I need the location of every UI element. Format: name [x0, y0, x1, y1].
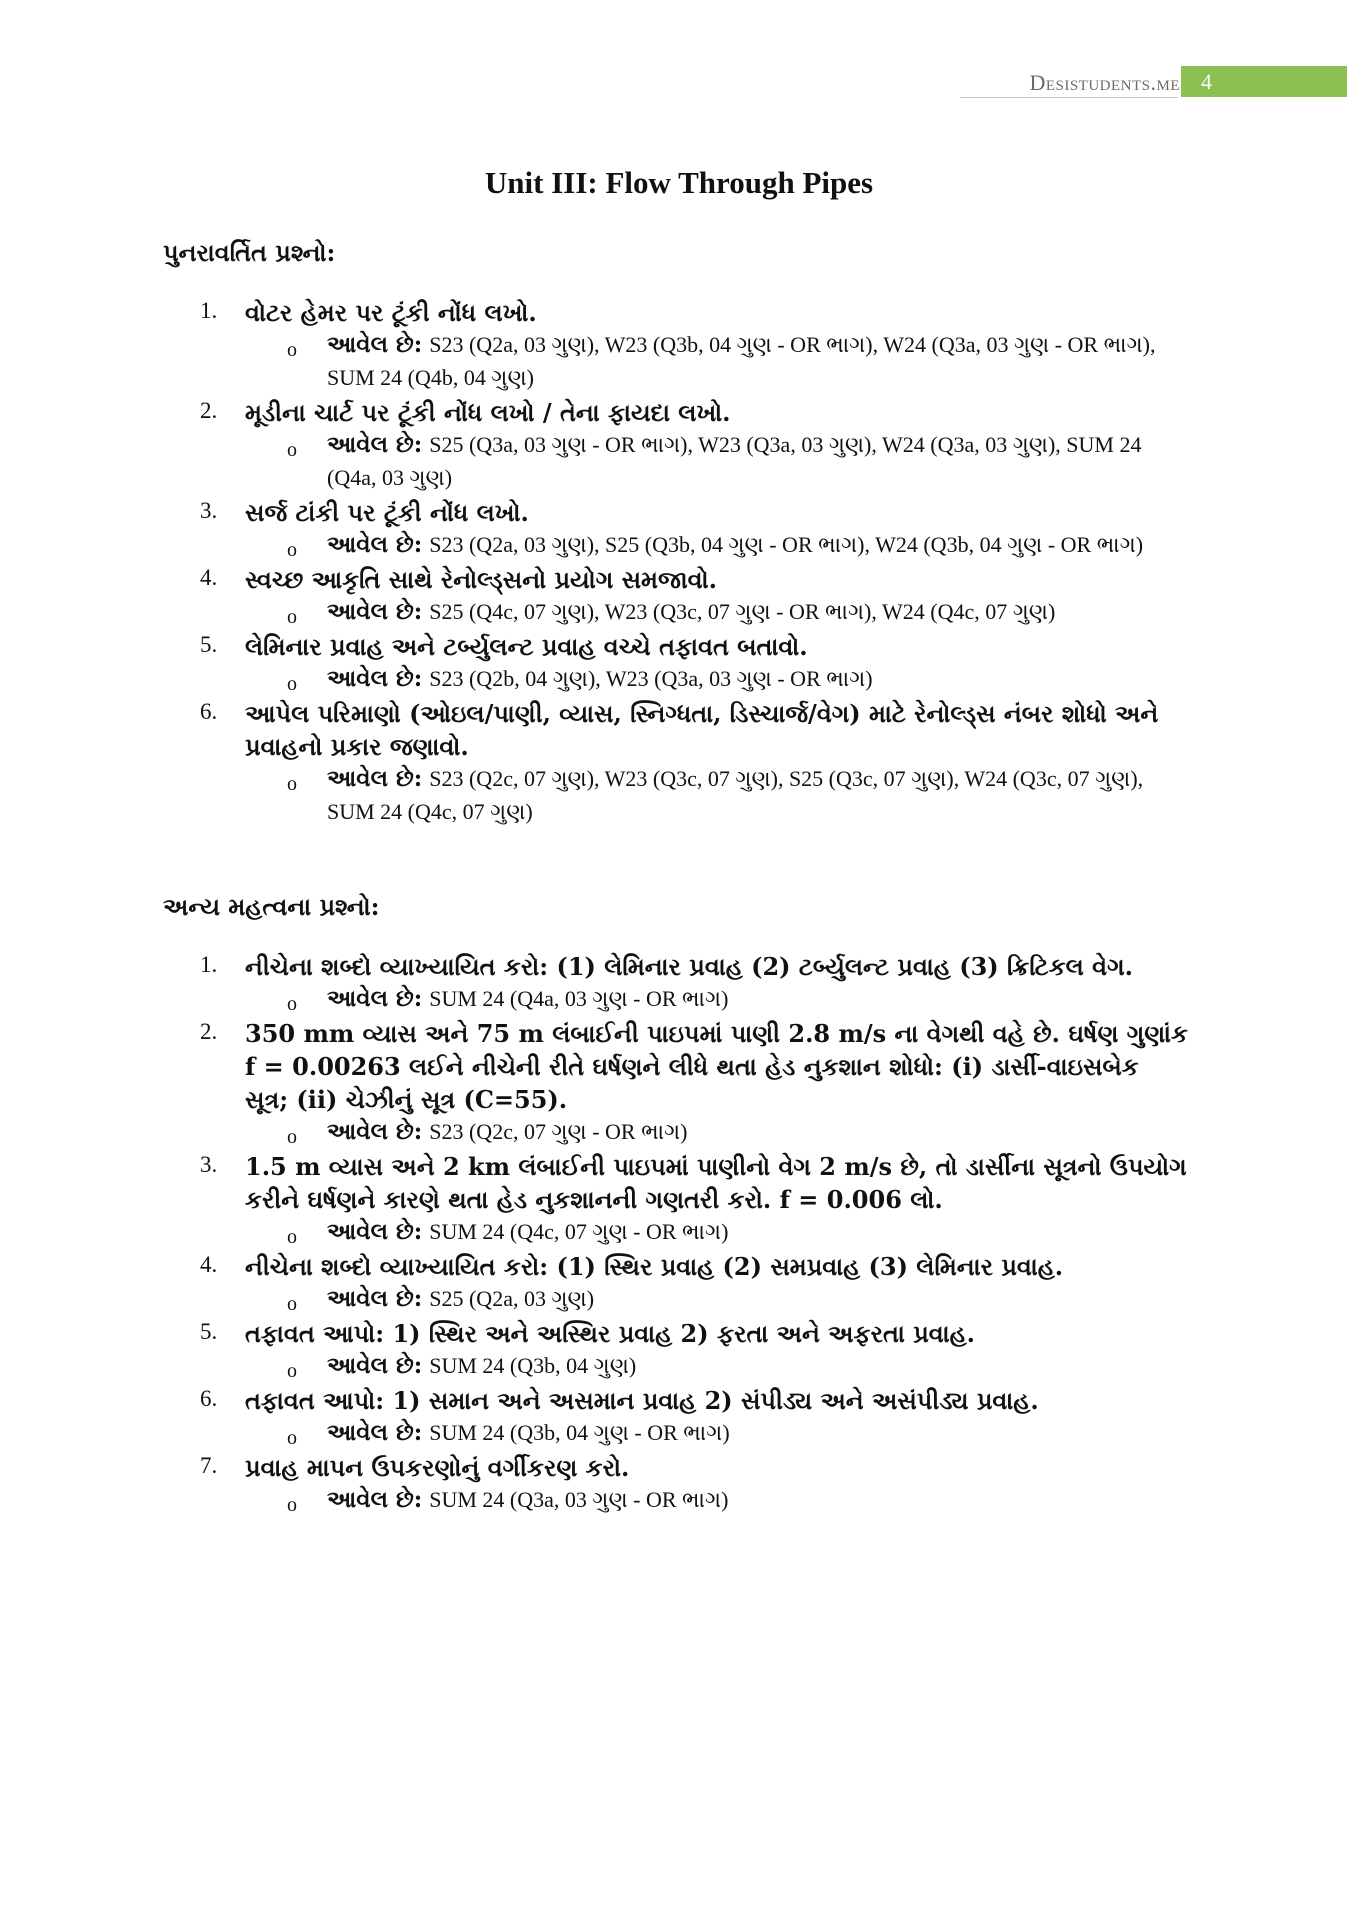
asked-in-line [245, 329, 1190, 395]
question-text: આપેલ પરિમાણો (ઓઇલ/પાણી, વ્યાસ, સ્નિગ્ધતા, ડિસ્ચાર્જ/વેગ) માટે રેનોલ્ડ્સ નંબર શોધો અને પ્રવાહનો પ્રકાર જણાવો. [245, 699, 1159, 761]
section-heading-other: અન્ય મહત્વના પ્રશ્નો: [163, 892, 380, 921]
asked-in-line [245, 663, 1190, 696]
other-questions-list [200, 950, 1190, 1518]
asked-value: S25 (Q3a, 03 ગુણ - OR ભાગ), W23 (Q3a, 03 ગુણ), W24 (Q3a, 03 ગુણ), SUM 24 (Q4a, 03 ગુણ) [327, 432, 1142, 490]
question-text: લેમિનાર પ્રવાહ અને ટર્બ્યુલન્ટ પ્રવાહ વચ્ચે તફાવત બતાવો. [245, 632, 808, 661]
asked-value: SUM 24 (Q4a, 03 ગુણ - OR ભાગ) [429, 986, 729, 1011]
question-text: વોટર હેમર પર ટૂંકી નોંધ લખો. [245, 298, 537, 327]
question-text: 1.5 m વ્યાસ અને 2 km લંબાઈની પાઇપમાં પાણીનો વેગ 2 m/s છે, તો ડાર્સીના સૂત્રનો ઉપયોગ કરીને ઘર્ષણને કારણે થતા હેડ નુકશાનની ગણતરી કરો. f = 0.006 લો. [245, 1152, 1187, 1214]
question-item [200, 1150, 1190, 1249]
asked-label: આવેલ છે: [327, 665, 423, 692]
asked-label: આવેલ છે: [327, 985, 423, 1012]
asked-label: આવેલ છે: [327, 531, 423, 558]
bullet-icon: o [287, 539, 297, 561]
bullet-icon: o [287, 993, 297, 1015]
asked-in-line [245, 529, 1190, 562]
asked-in-line [245, 763, 1190, 829]
bullet-icon: o [287, 773, 297, 795]
section-heading-repeated: પુનરાવર્તિત પ્રશ્નો: [163, 238, 336, 267]
page-title: Unit III: Flow Through Pipes [484, 165, 874, 200]
asked-label: આવેલ છે: [327, 1285, 423, 1312]
question-number: 7. [200, 1453, 218, 1478]
bullet-icon: o [287, 606, 297, 628]
asked-in-line [245, 1350, 1190, 1383]
asked-value: S25 (Q2a, 03 ગુણ) [429, 1286, 595, 1311]
asked-in-line [245, 429, 1190, 495]
asked-value: S25 (Q4c, 07 ગુણ), W23 (Q3c, 07 ગુણ - OR ભાગ), W24 (Q4c, 07 ગુણ) [429, 599, 1056, 624]
asked-label: આવેલ છે: [327, 431, 423, 458]
asked-in-line [245, 1283, 1190, 1316]
asked-in-line [245, 1116, 1190, 1149]
question-text: 350 mm વ્યાસ અને 75 m લંબાઈની પાઇપમાં પાણી 2.8 m/s ના વેગથી વહે છે. ઘર્ષણ ગુણાંક f = 0.00263 લઈને નીચેની રીતે ઘર્ષણને લીધે થતા હેડ નુકશાન શોધો: (i) ડાર્સી-વાઇસબેક સૂત્ર; (ii) ચેઝીનું સૂત્ર (C=55). [245, 1019, 1189, 1114]
question-number: 5. [200, 632, 218, 657]
asked-label: આવેલ છે: [327, 331, 423, 358]
question-text: તફાવત આપો: 1) સમાન અને અસમાન પ્રવાહ 2) સંપીડ્ય અને અસંપીડ્ય પ્રવાહ. [245, 1386, 1039, 1415]
question-number: 1. [200, 298, 218, 323]
question-item [200, 630, 1190, 696]
asked-label: આવેલ છે: [327, 1352, 423, 1379]
header-rule [960, 97, 1178, 98]
question-text: પ્રવાહ માપન ઉપકરણોનું વર્ગીકરણ કરો. [245, 1453, 630, 1482]
question-item [200, 296, 1190, 395]
asked-value: S23 (Q2a, 03 ગુણ), S25 (Q3b, 04 ગુણ - OR ભાગ), W24 (Q3b, 04 ગુણ - OR ભાગ) [429, 532, 1144, 557]
bullet-icon: o [287, 1126, 297, 1148]
asked-label: આવેલ છે: [327, 1218, 423, 1245]
repeated-questions-list [200, 296, 1190, 830]
question-text: સર્જ ટાંકી પર ટૂંકી નોંધ લખો. [245, 498, 529, 527]
question-number: 2. [200, 1019, 218, 1044]
question-number: 4. [200, 565, 218, 590]
asked-in-line [245, 1216, 1190, 1249]
asked-label: આવેલ છે: [327, 1419, 423, 1446]
asked-in-line [245, 596, 1190, 629]
bullet-icon: o [287, 1226, 297, 1248]
question-item [200, 1317, 1190, 1383]
bullet-icon: o [287, 1360, 297, 1382]
asked-label: આવેલ છે: [327, 765, 423, 792]
asked-value: SUM 24 (Q4c, 07 ગુણ - OR ભાગ) [429, 1219, 729, 1244]
question-item [200, 1384, 1190, 1450]
asked-value: S23 (Q2a, 03 ગુણ), W23 (Q3b, 04 ગુણ - OR ભાગ), W24 (Q3a, 03 ગુણ - OR ભાગ), SUM 24 (Q4b, 04 ગુણ) [327, 332, 1156, 390]
question-text: મૂડીના ચાર્ટ પર ટૂંકી નોંધ લખો / તેના ફાયદા લખો. [245, 398, 731, 427]
asked-value: SUM 24 (Q3a, 03 ગુણ - OR ભાગ) [429, 1487, 729, 1512]
bullet-icon: o [287, 673, 297, 695]
bullet-icon: o [287, 439, 297, 461]
question-text: નીચેના શબ્દો વ્યાખ્યાયિત કરો: (1) સ્થિર પ્રવાહ (2) સમપ્રવાહ (3) લેમિનાર પ્રવાહ. [245, 1252, 1064, 1281]
asked-in-line [245, 1484, 1190, 1517]
question-number: 4. [200, 1252, 218, 1277]
bullet-icon: o [287, 1494, 297, 1516]
question-number: 3. [200, 498, 218, 523]
asked-value: S23 (Q2c, 07 ગુણ - OR ભાગ) [429, 1119, 688, 1144]
asked-value: SUM 24 (Q3b, 04 ગુણ) [429, 1353, 637, 1378]
question-item [200, 1250, 1190, 1316]
question-item [200, 697, 1190, 829]
question-item [200, 950, 1190, 1016]
asked-label: આવેલ છે: [327, 1486, 423, 1513]
site-name: Desistudents.me [1029, 70, 1180, 95]
question-text: નીચેના શબ્દો વ્યાખ્યાયિત કરો: (1) લેમિનાર પ્રવાહ (2) ટર્બ્યુલન્ટ પ્રવાહ (3) ક્રિટિકલ વેગ. [245, 952, 1134, 981]
asked-value: SUM 24 (Q3b, 04 ગુણ - OR ભાગ) [429, 1420, 730, 1445]
question-number: 2. [200, 398, 218, 423]
question-item [200, 496, 1190, 562]
bullet-icon: o [287, 1427, 297, 1449]
question-number: 1. [200, 952, 218, 977]
asked-in-line [245, 1417, 1190, 1450]
question-number: 3. [200, 1152, 218, 1177]
page-number: 4 [1181, 66, 1347, 97]
asked-label: આવેલ છે: [327, 598, 423, 625]
question-number: 6. [200, 1386, 218, 1411]
question-number: 6. [200, 699, 218, 724]
question-item [200, 563, 1190, 629]
asked-value: S23 (Q2b, 04 ગુણ), W23 (Q3a, 03 ગુણ - OR ભાગ) [429, 666, 873, 691]
question-number: 5. [200, 1319, 218, 1344]
question-text: તફાવત આપો: 1) સ્થિર અને અસ્થિર પ્રવાહ 2) ફરતા અને અફરતા પ્રવાહ. [245, 1319, 976, 1348]
question-item [200, 1451, 1190, 1517]
question-item [200, 396, 1190, 495]
bullet-icon: o [287, 1293, 297, 1315]
question-text: સ્વચ્છ આકૃતિ સાથે રેનોલ્ડ્સનો પ્રયોગ સમજાવો. [245, 565, 717, 594]
asked-label: આવેલ છે: [327, 1118, 423, 1145]
question-item [200, 1017, 1190, 1149]
asked-value: S23 (Q2c, 07 ગુણ), W23 (Q3c, 07 ગુણ), S25 (Q3c, 07 ગુણ), W24 (Q3c, 07 ગુણ), SUM 24 (Q4c, 07 ગુણ) [327, 766, 1144, 824]
asked-in-line [245, 983, 1190, 1016]
bullet-icon: o [287, 339, 297, 361]
